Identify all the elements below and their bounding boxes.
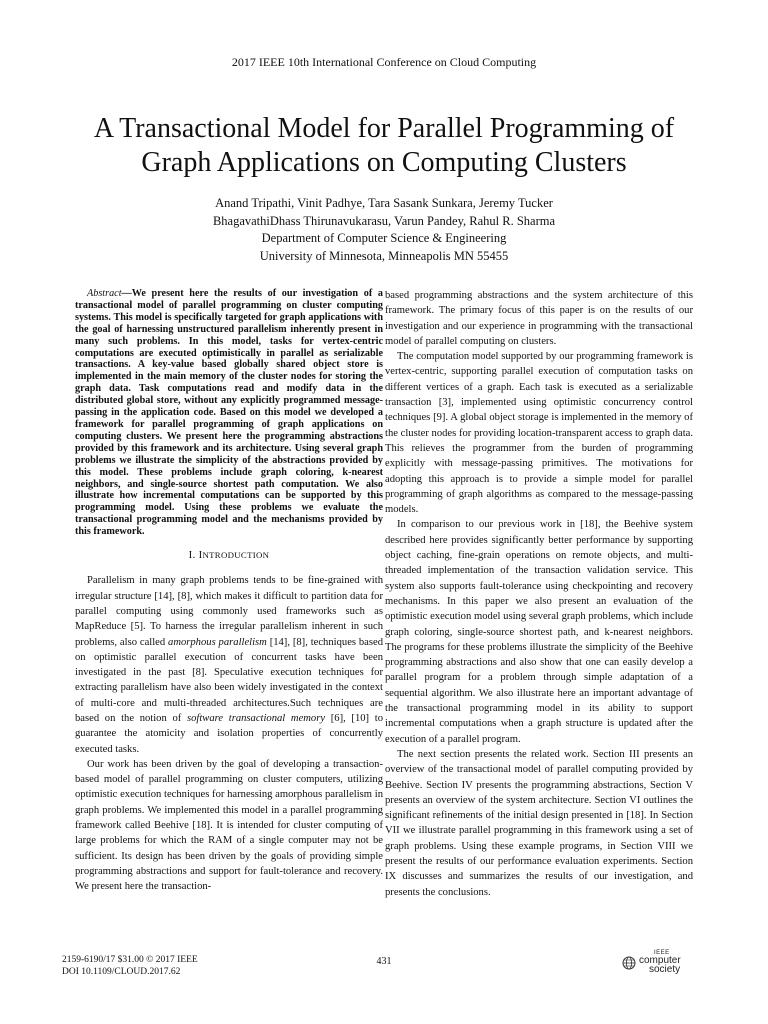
intro-p1-text-a: Parallelism in many graph problems tends to be fine-grained with irregular structure [14], [8], which makes it difficult to partition data for parallel computing using commonly used frameworks such as MapReduce [5]. To harness the irregular parallelism inherent in such problems, also called: [75, 575, 383, 648]
author-names-2: BhagavathiDhass Thirunavukarasu, Varun Pandey, Rahul R. Sharma: [212, 213, 556, 228]
abstract: [75, 288, 383, 538]
abstract-text: —We present here the results of our investigation of a transactional model of parallel programming on cluster computing systems. This model is specifically targeted for graph applications with the goal of harnessing unstructured parallelism inherently present in many such problems. In this model, tasks for vertex-centric computations are executed optimistically in parallel as serializable transactions. A key-value based globally shared object store is implemented in the main memory of the cluster nodes for storing the graph data. Task computations read and modify data in the distributed global store, without any explicitly programmed message-passing in the application code. Based on this model we developed a framework for parallel programming of graph applications on computing clusters. We present here the programming abstractions provided by this framework and its architecture. Using several graph problems we illustrate the simplicity of the abstractions provided by this model. These problems include graph coloring, k-nearest neighbors, and single-source shortest path computation. We also illustrate how incremental computations can be supported by this programming model. Using these problems we evaluate the transactional programming model and the mechanisms provided by this framework.: [75, 288, 383, 538]
title-line-2: Graph Applications on Computing Clusters: [141, 147, 627, 178]
intro-p1-emphasis-a: amorphous parallelism: [168, 636, 267, 648]
intro-paragraph-2: Our work has been driven by the goal of developing a transaction-based model of parallel programming on cluster computers, utilizing optimistic execution techniques for harnessing amorphous parallelism in graph problems. We implemented this model in a parallel programming framework called Beehive [18]. It is intended for cluster computing of large problems for which the RAM of a single computer may not be sufficient. Its design has been driven by the goals of providing simple programming abstractions and support for fault-tolerance and recovery. We present here the transaction-: [75, 758, 383, 893]
logo-ieee-text: IEEE: [654, 950, 670, 956]
right-column: [385, 288, 693, 900]
affiliation-university: University of Minnesota, Minneapolis MN 55455: [259, 248, 509, 263]
intro-p1-emphasis-b: software transactional memory: [186, 713, 326, 724]
section-initial: I: [198, 549, 203, 562]
intro-paragraph-1: [75, 573, 383, 757]
page-number: 431: [376, 956, 392, 967]
author-block: [0, 195, 768, 265]
logo-computer-text: computer: [639, 955, 681, 966]
section-heading-introduction: [75, 548, 383, 563]
intro-p1-text-b: [14], [8], techniques based on optimistic parallel execution of concurrent tasks have been investigated in the past [8]. Speculative execution techniques for extracting parallelism have also been widely investigated in the context of multi-core and multi-threaded architectures.Such techniques are based on the notion of: [75, 636, 383, 724]
right-paragraph-continued: based programming abstractions and the system architecture of this framework. The primary focus of this paper is on the results of our investigation and our experience in programming with the transactional model of parallel computing on clusters.: [385, 290, 693, 347]
section-numeral: I.: [188, 549, 199, 562]
paper-title: [40, 112, 728, 180]
abstract-lead: Abstract: [87, 288, 122, 299]
author-names-1: Anand Tripathi, Vinit Padhye, Tara Sasank Sunkara, Jeremy Tucker: [215, 196, 553, 210]
right-paragraph-outline: The next section presents the related work. Section III presents an overview of the transactional model of parallel computing provided by Beehive. Section IV presents the programming abstractions, Section V presents an overview of the system architecture. Section VI outlines the significant refinements of the initial design presented in [18]. In Section VII we illustrate parallel programming in this framework using a set of graph problems. Using these example programs, in Section VIII we present the results of our performance evaluation experiments. Section IX discusses and summarizes the results of our investigation, and presents the conclusions.: [385, 748, 693, 898]
right-paragraph-computation-model: The computation model supported by our programming framework is vertex-centric, supporting parallel execution of computation tasks on different vertices of a graph. Each task is executed as a serializable transaction [3], implemented using optimistic concurrency control techniques [9]. A global object storage is implemented in the memory of the cluster nodes for providing location-transparent access to graph data. This relieves the programmer from the burden of programming explicitly with message-passing primitives. The motivations for adopting this approach is to provide a simple model for parallel programming of graph algorithms as compared to the message-passing models.: [385, 351, 693, 516]
left-column: [75, 288, 383, 895]
logo-society-text: society: [649, 964, 681, 975]
ieee-computer-society-logo: [622, 950, 702, 978]
right-paragraph-comparison: In comparison to our previous work in [18], the Beehive system described here provides significantly better performance by supporting object caching, fine-grain operations on remote objects, and multi-threaded implementation of the transaction validation service. This system also supports fault-tolerance using checkpointing and recovery mechanisms. In this paper we also present an evaluation of the optimistic execution model using several graph problems, which include graph coloring, single-source shortest path, and k-nearest neighbors. The programs for these problems illustrate the simplicity of the Beehive programming abstractions and also show that one can easily develop a parallel program for a problem through simple adaptation of a sequential algorithm. We also illustrate here an important advantage of the transactional programming model in its ability to support incremental computations when a graph structure is updated after the execution of a parallel program.: [385, 519, 693, 745]
conference-header: 2017 IEEE 10th International Conference on Cloud Computing: [231, 55, 537, 69]
issn-line: 2159-6190/17 $31.00 © 2017 IEEE: [62, 955, 198, 965]
affiliation-department: Department of Computer Science & Engineering: [261, 231, 507, 245]
doi-line: DOI 10.1109/CLOUD.2017.62: [62, 967, 181, 977]
intro-p1-text-c: [6], [10] to guarantee the atomicity and isolation properties of concurrently executed tasks.: [75, 713, 383, 755]
section-title-rest: NTRODUCTION: [202, 550, 270, 561]
title-line-1: A Transactional Model for Parallel Programming of: [93, 113, 675, 144]
globe-icon: [622, 956, 636, 970]
